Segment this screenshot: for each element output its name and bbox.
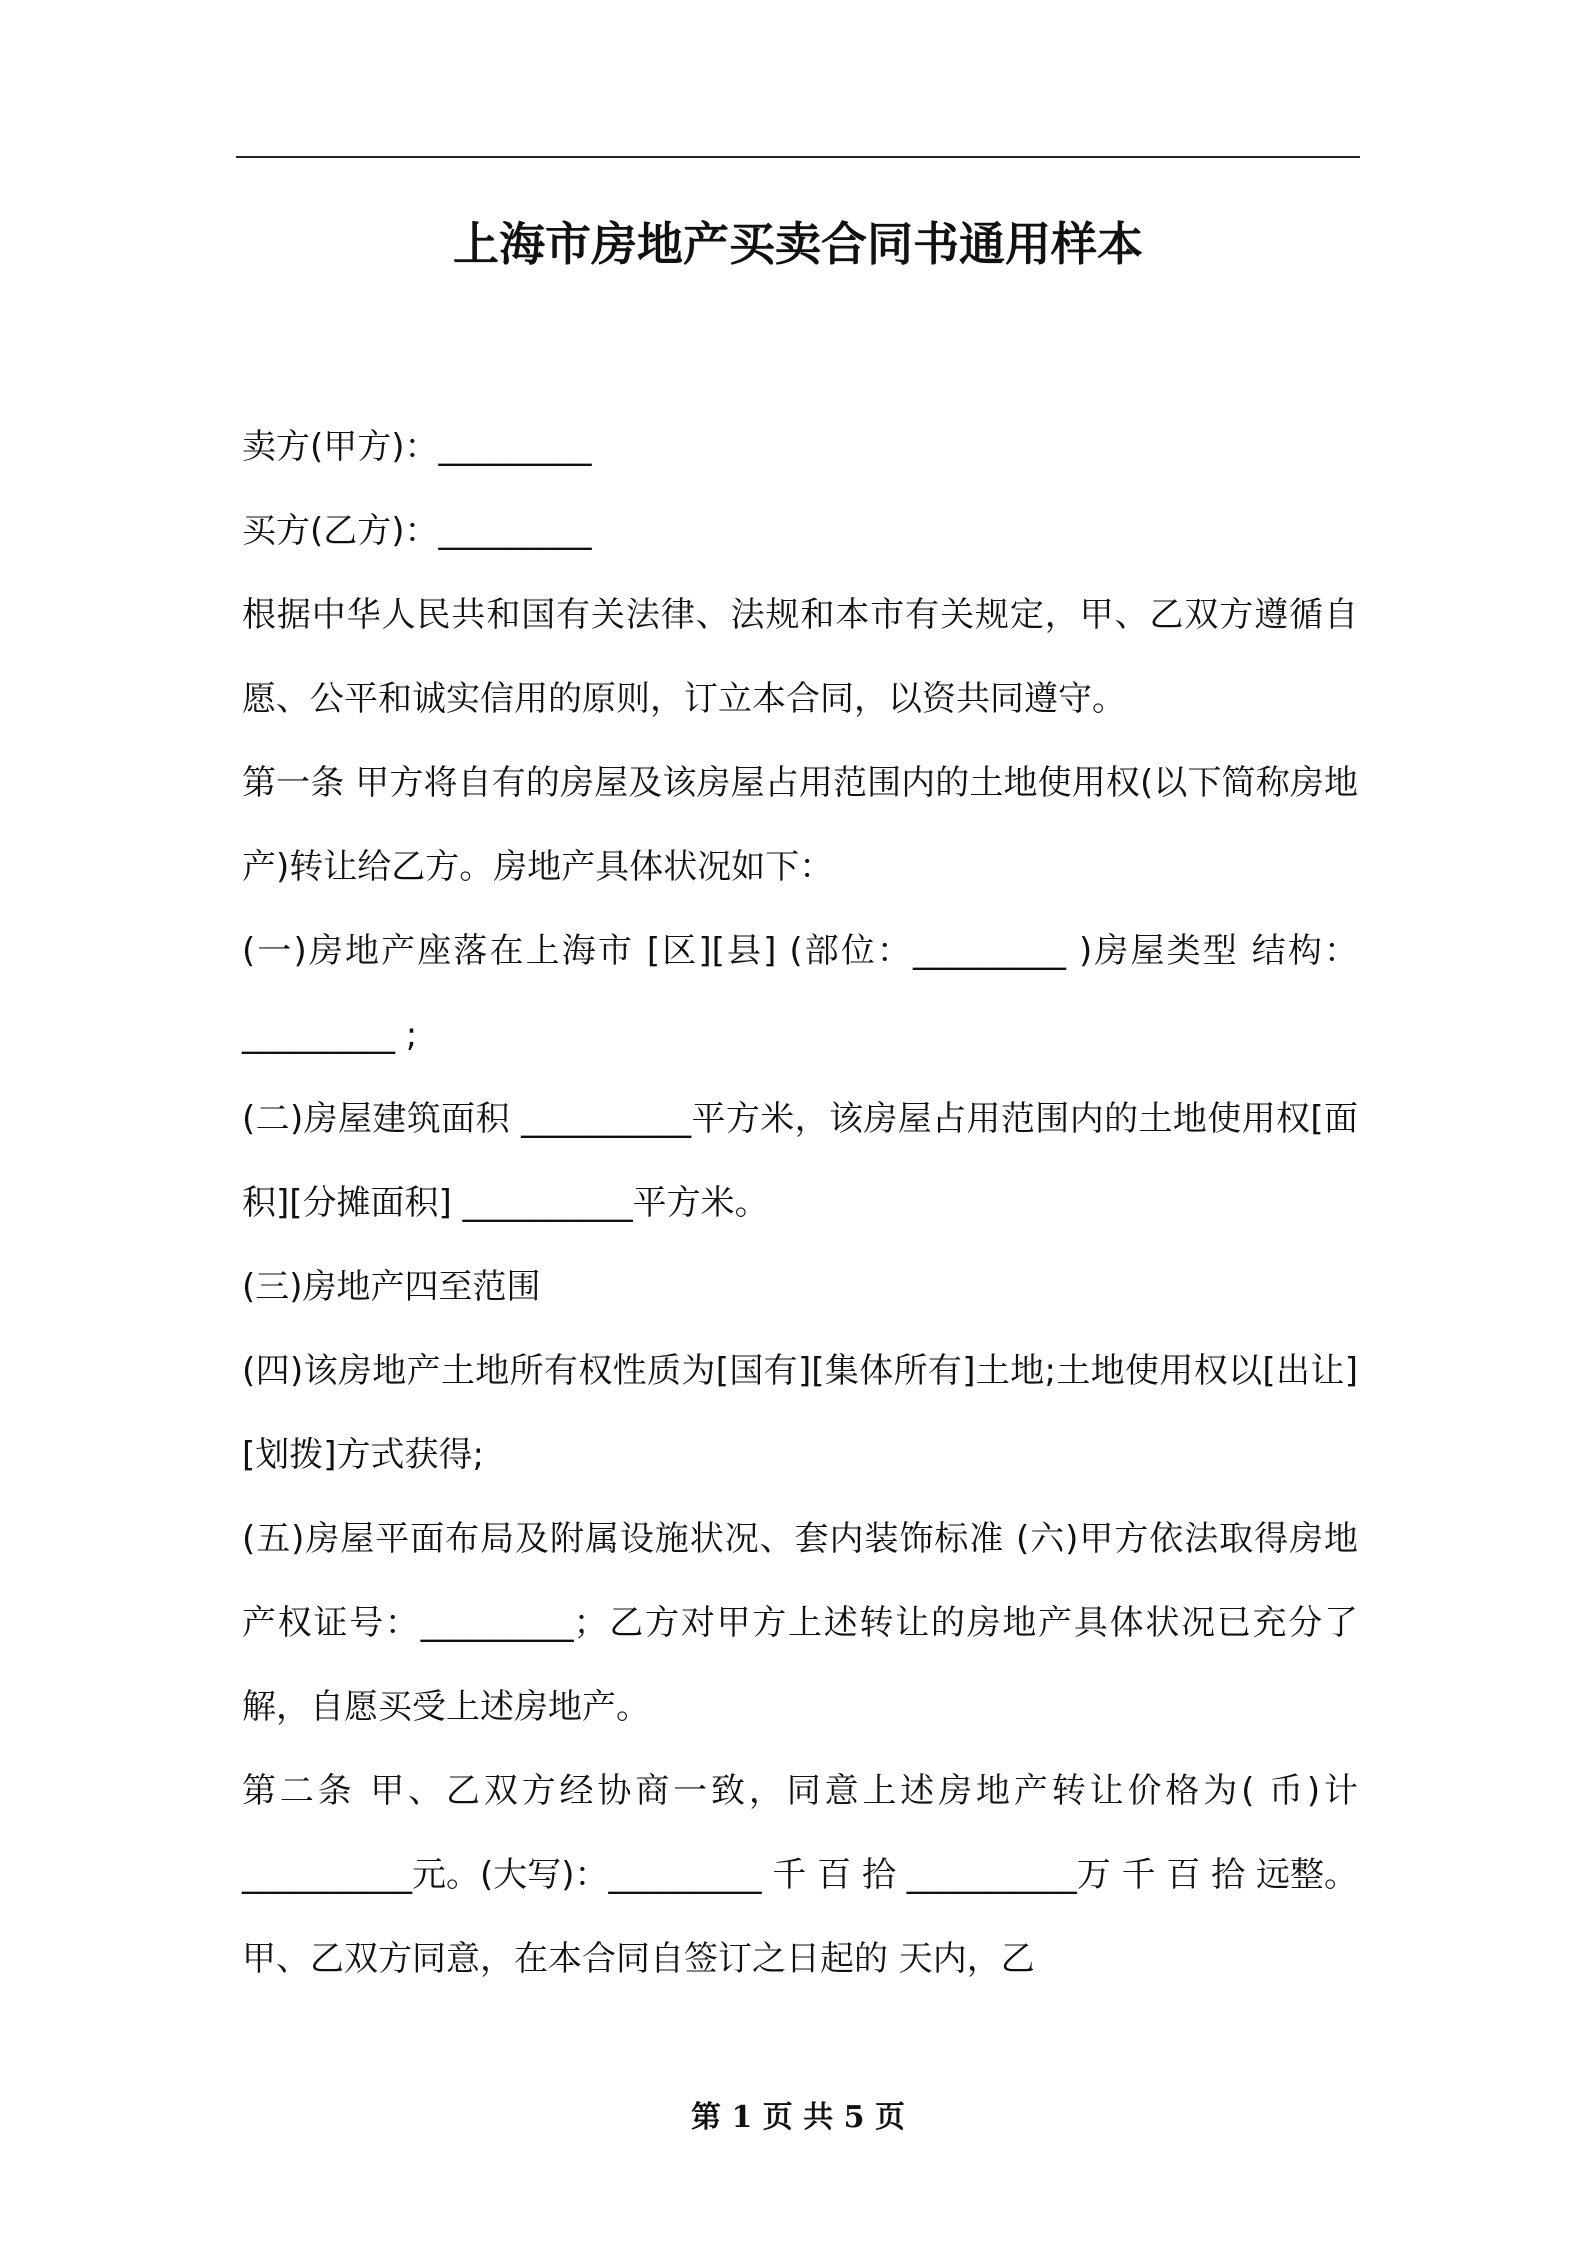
- document-body: [242, 405, 1358, 2001]
- article-2-paragraph: 第二条 甲、乙双方经协商一致，同意上述房地产转让价格为( 币)计__________元。(大写)：_________ 千 百 拾 __________万 千 百 拾 远整。 甲、乙双方同意，在本合同自签订之日起的 天内，乙: [242, 1771, 1358, 1979]
- seller-line: 卖方(甲方)：_________: [242, 427, 592, 467]
- article-1-paragraph: 第一条 甲方将自有的房屋及该房屋占用范围内的土地使用权(以下简称房地产)转让给乙方。房地产具体状况如下：: [242, 763, 1358, 887]
- header-rule: [236, 156, 1360, 158]
- page-number: 第 1 页 共 5 页: [691, 2100, 905, 2135]
- clause-4-land-rights: (四)该房地产土地所有权性质为[国有][集体所有]土地;土地使用权以[出让][划拨]方式获得;: [242, 1351, 1358, 1475]
- clause-3-boundaries: (三)房地产四至范围: [242, 1267, 541, 1307]
- clause-1-location: (一)房地产座落在上海市 [区][县] (部位：_________ )房屋类型 结构：_________ ;: [242, 931, 1358, 1055]
- buyer-line: 买方(乙方)：_________: [242, 511, 592, 551]
- preamble-paragraph: 根据中华人民共和国有关法律、法规和本市有关规定，甲、乙双方遵循自愿、公平和诚实信用的原则，订立本合同，以资共同遵守。: [242, 595, 1358, 719]
- document-title: 上海市房地产买卖合同书通用样本: [453, 217, 1143, 271]
- clause-2-area: (二)房屋建筑面积 __________平方米，该房屋占用范围内的土地使用权[面积][分摊面积] __________平方米。: [242, 1099, 1358, 1223]
- clause-5-6-layout-certificate: (五)房屋平面布局及附属设施状况、套内装饰标准 (六)甲方依法取得房地产权证号：_________；乙方对甲方上述转让的房地产具体状况已充分了解，自愿买受上述房地产。: [242, 1519, 1358, 1727]
